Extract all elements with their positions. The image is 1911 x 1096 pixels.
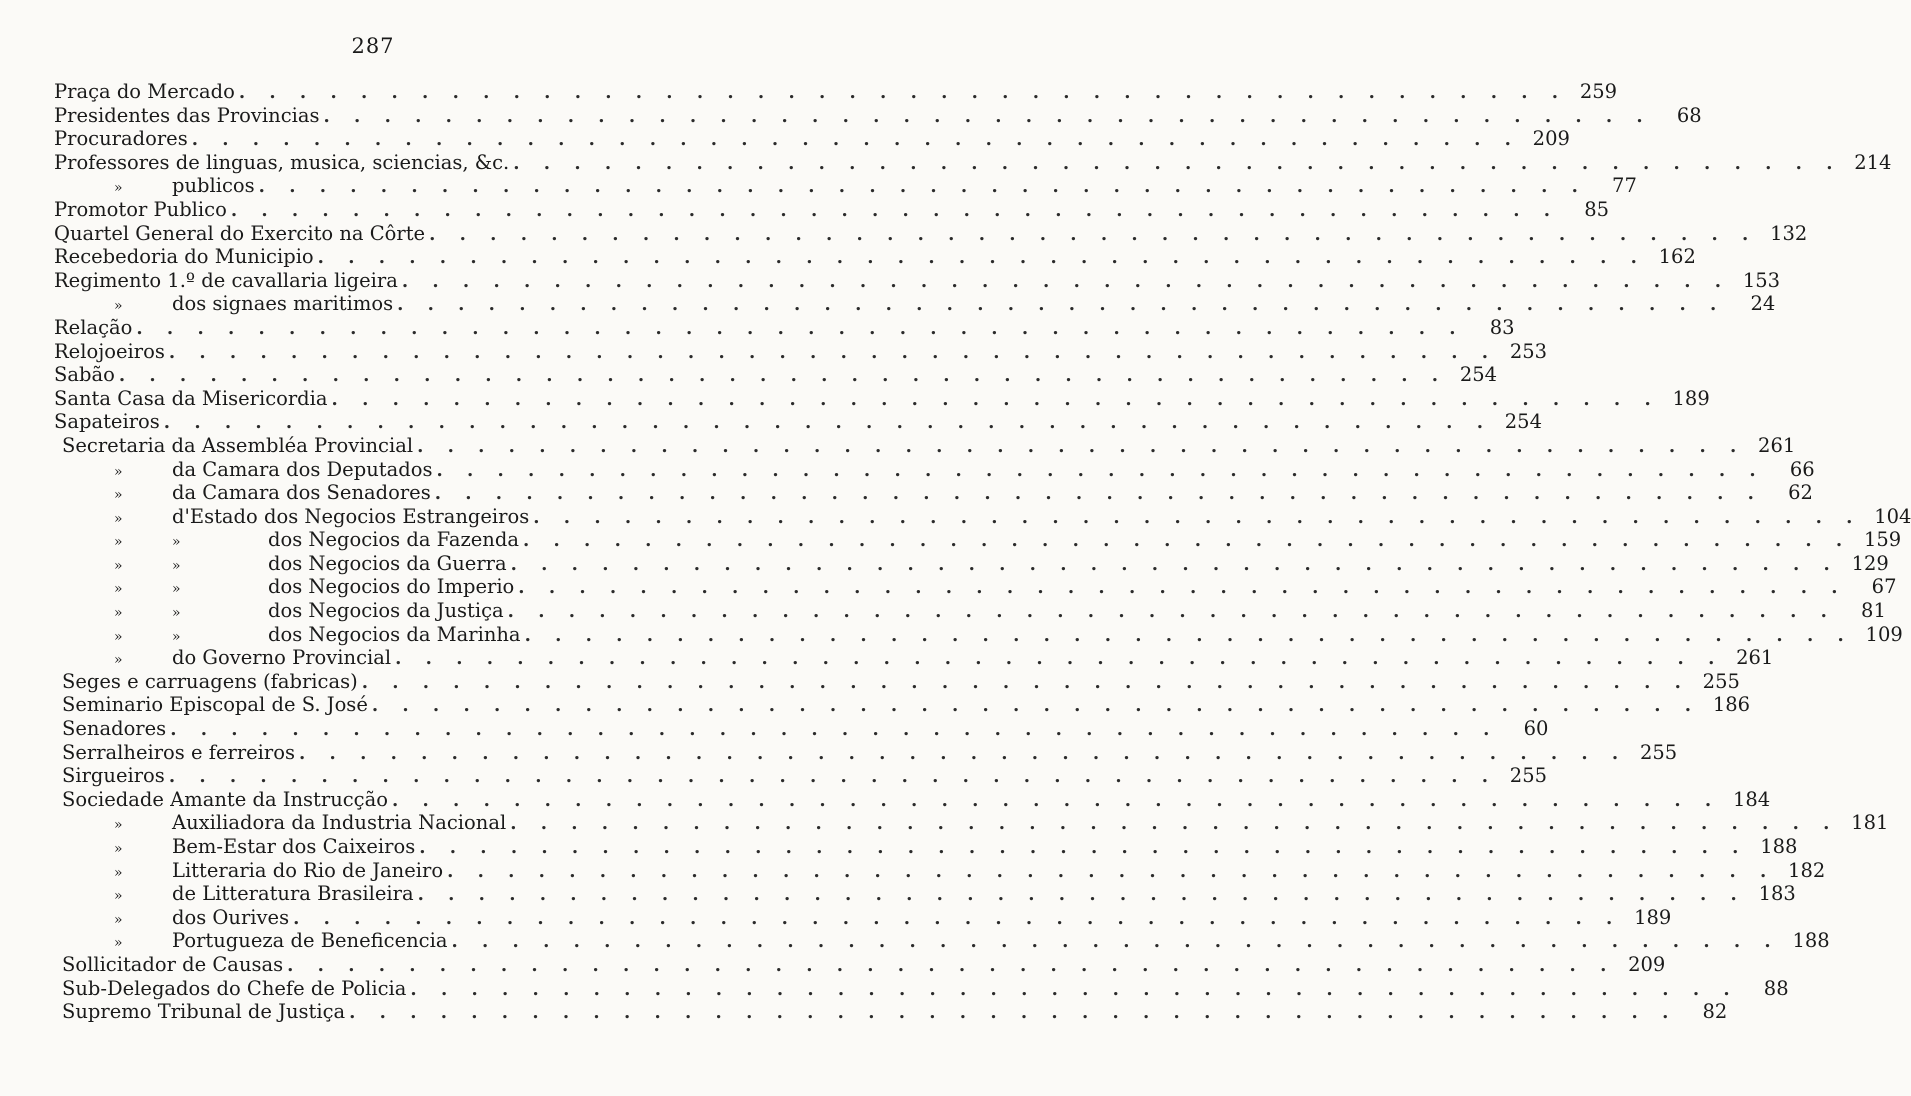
dot-leader: [447, 931, 1783, 952]
entry-page-number: 209: [1532, 127, 1570, 151]
ditto-mark: »: [114, 888, 123, 905]
dot-leader: [320, 106, 1656, 127]
entry-page-number: 189: [1634, 905, 1672, 929]
entry-page-number: 67: [1871, 575, 1897, 599]
ditto-mark: »: [114, 911, 123, 928]
entry-page-number: 214: [1854, 150, 1892, 174]
ditto-mark: »: [114, 605, 123, 622]
entry-label: [114, 174, 255, 197]
entry-text: Bem-Estar dos Caixeiros: [172, 835, 416, 858]
index-entry: [54, 669, 1740, 694]
entry-label: [62, 953, 283, 976]
entry-label: [114, 906, 289, 929]
entry-label: [62, 977, 406, 1000]
index-entry: [54, 929, 1830, 953]
index-entry: [54, 952, 1666, 977]
index-entry: [54, 835, 1798, 859]
entry-text: Portugueza de Beneficencia: [172, 929, 448, 953]
dot-leader: [188, 129, 1524, 150]
ditto-mark: »: [114, 510, 123, 527]
entry-label: [62, 1000, 345, 1023]
entry-text: Promotor Publico: [54, 197, 227, 221]
entry-text: Litteraria do Rio de Janeiro: [172, 858, 444, 882]
dot-leader: [132, 318, 1468, 339]
entry-text: Senadores: [62, 717, 167, 741]
entry-text: da Camara dos Senadores: [172, 481, 431, 505]
index-entry: [54, 811, 1889, 835]
dot-leader: [529, 507, 1865, 528]
entry-page-number: 189: [1672, 386, 1710, 410]
index-entry: [54, 410, 1542, 434]
entry-label: [54, 104, 320, 127]
dot-leader: [166, 719, 1502, 740]
page-number: 287: [351, 34, 395, 58]
dot-leader: [406, 979, 1742, 1000]
index-entry: [54, 693, 1751, 717]
entry-label: [54, 363, 115, 386]
entry-text: Sociedade Amante da Instrucção: [62, 787, 388, 811]
entry-page-number: 254: [1459, 363, 1498, 387]
index-entry: [54, 197, 1610, 222]
entry-label: [114, 575, 514, 598]
entry-page-number: 83: [1489, 315, 1515, 339]
dot-leader: [413, 436, 1749, 457]
entry-label: [62, 741, 295, 764]
dot-leader: [115, 365, 1451, 386]
index-entry: [54, 622, 1903, 647]
entry-page-number: 253: [1509, 339, 1548, 363]
entry-label: [114, 859, 443, 882]
index-entry: [54, 551, 1889, 576]
index-entry: [54, 103, 1702, 128]
entry-label: [114, 599, 504, 622]
entry-text: Santa Casa da Misericordia: [54, 386, 328, 410]
entry-text: Procuradores: [54, 127, 188, 151]
entry-text: Seminario Episcopal de S. José: [62, 693, 368, 717]
entry-text: Relação: [54, 315, 133, 339]
entry-text: Sabão: [54, 363, 115, 387]
dot-leader: [328, 389, 1664, 410]
entry-text: publicos: [172, 174, 255, 198]
index-entry: [54, 481, 1813, 505]
ditto-mark: »: [114, 534, 123, 551]
entry-page-number: 153: [1742, 268, 1781, 292]
entry-text: Sirgueiros: [62, 764, 165, 788]
index-entry: [54, 717, 1549, 741]
index-entry: [54, 363, 1498, 387]
index-entry: [54, 386, 1710, 411]
dot-leader: [358, 672, 1694, 693]
ditto-mark: »: [172, 628, 181, 645]
entry-page-number: 162: [1658, 245, 1696, 269]
entry-label: [54, 151, 509, 174]
entry-text: dos Negocios da Guerra: [268, 551, 507, 575]
dot-leader: [388, 790, 1724, 811]
index-entry: [54, 268, 1781, 293]
entry-page-number: 254: [1504, 410, 1542, 434]
index-entry: [54, 221, 1808, 246]
dot-leader: [415, 837, 1751, 858]
dot-leader: [414, 884, 1750, 905]
dot-leader: [514, 577, 1850, 598]
entry-label: [54, 222, 425, 245]
entry-page-number: 182: [1788, 858, 1826, 882]
ditto-mark: »: [114, 463, 123, 480]
entry-page-number: 209: [1628, 952, 1666, 976]
ditto-mark: »: [172, 581, 181, 598]
dot-leader: [314, 247, 1650, 268]
index-entry: [54, 528, 1902, 552]
dot-leader: [393, 294, 1729, 315]
ditto-mark: »: [114, 935, 123, 952]
entry-page-number: 159: [1863, 528, 1902, 552]
entry-text: dos Ourives: [172, 905, 290, 929]
dot-leader: [507, 554, 1843, 575]
ditto-mark: »: [172, 557, 181, 574]
entry-page-number: 60: [1523, 717, 1549, 741]
index-entry: [54, 740, 1678, 765]
entry-label: [114, 623, 521, 646]
entry-text: dos Negocios da Marinha: [268, 622, 521, 646]
entry-page-number: 109: [1865, 622, 1903, 646]
entry-page-number: 104: [1874, 504, 1911, 528]
entry-text: Sub-Delegados do Chefe de Policia: [62, 976, 407, 1000]
entry-text: Supremo Tribunal de Justiça: [62, 1000, 346, 1024]
ditto-mark: »: [114, 298, 123, 315]
entry-label: [54, 387, 328, 410]
entry-label: [114, 835, 415, 858]
entry-page-number: 184: [1732, 787, 1771, 811]
entry-text: Serralheiros e ferreiros: [62, 740, 295, 764]
entry-text: Sollicitador de Causas: [62, 952, 284, 976]
entry-page-number: 186: [1712, 693, 1751, 717]
ditto-mark: »: [114, 817, 123, 834]
dot-leader: [345, 1002, 1681, 1023]
entry-label: [54, 316, 132, 339]
index-entry: [54, 764, 1548, 788]
entry-label: [114, 552, 507, 575]
index-entry: [54, 150, 1892, 175]
entry-label: [54, 410, 160, 433]
dot-leader: [509, 153, 1845, 174]
dot-leader: [398, 271, 1734, 292]
entry-label: [62, 693, 368, 716]
ditto-mark: »: [114, 652, 123, 669]
index-entry: [54, 504, 1911, 529]
entry-text: Recebedoria do Municipio: [54, 245, 314, 269]
entry-text: Regimento 1.º de cavallaria ligeira: [54, 268, 398, 292]
dot-leader: [165, 766, 1501, 787]
entry-text: Seges e carruagens (fabricas): [62, 669, 358, 693]
entry-text: dos signaes maritimos: [172, 292, 394, 316]
dot-leader: [283, 955, 1619, 976]
dot-leader: [289, 908, 1625, 929]
entry-label: [54, 198, 227, 221]
entry-label: [114, 646, 391, 669]
entry-label: [62, 764, 165, 787]
entry-page-number: 88: [1763, 976, 1789, 1000]
entry-label: [114, 505, 529, 528]
entry-page-number: 188: [1760, 835, 1798, 858]
entry-page-number: 183: [1758, 882, 1796, 906]
entry-label: [62, 434, 413, 457]
dot-leader: [255, 176, 1591, 197]
entry-label: [114, 811, 506, 834]
index-entry: [54, 339, 1548, 364]
entry-text: dos Negocios do Imperio: [268, 575, 515, 599]
entry-text: Secretaria da Assembléa Provincial: [62, 433, 414, 457]
entry-text: dos Negocios da Justiça: [268, 599, 504, 623]
entry-label: [62, 788, 388, 811]
entry-text: Quartel General do Exercito na Côrte: [54, 221, 426, 245]
entry-text: de Litteratura Brasileira: [172, 882, 414, 906]
entry-label: [54, 80, 235, 103]
index-entry: [54, 245, 1696, 269]
entry-label: [114, 528, 519, 551]
entry-page-number: 82: [1702, 1000, 1728, 1024]
entry-page-number: 181: [1851, 811, 1889, 835]
ditto-mark: »: [172, 605, 181, 622]
entry-text: d'Estado dos Negocios Estrangeiros: [172, 504, 530, 528]
entry-text: Professores de linguas, musica, sciencias, &c.: [54, 150, 510, 174]
ditto-mark: »: [114, 487, 123, 504]
index-entry: [54, 787, 1771, 812]
entry-page-number: 68: [1676, 103, 1702, 127]
entry-text: da Camara dos Deputados: [172, 457, 433, 481]
ditto-mark: »: [172, 534, 181, 551]
dot-leader: [425, 224, 1761, 245]
index-entry: [54, 433, 1796, 458]
entry-text: Presidentes das Provincias: [54, 103, 320, 127]
dot-leader: [391, 648, 1727, 669]
entry-label: [114, 929, 447, 952]
ditto-mark: »: [114, 628, 123, 645]
entry-label: [54, 269, 398, 292]
entry-label: [62, 670, 358, 693]
index-entry: [54, 80, 1618, 104]
entry-text: Praça do Mercado: [54, 80, 235, 103]
entry-text: Auxiliadora da Industria Nacional: [172, 811, 507, 835]
dot-leader: [519, 530, 1855, 551]
entry-label: [54, 340, 165, 363]
entry-page-number: 261: [1758, 433, 1796, 457]
dot-leader: [295, 743, 1631, 764]
entry-text: do Governo Provincial: [172, 646, 392, 670]
index-entry: [54, 1000, 1728, 1024]
dot-leader: [506, 813, 1842, 834]
dot-leader: [160, 412, 1496, 433]
entry-text: dos Negocios da Fazenda: [268, 528, 519, 552]
dot-leader: [504, 601, 1840, 622]
index-entry: [54, 457, 1815, 482]
entry-page-number: 77: [1612, 174, 1637, 198]
entry-text: Sapateiros: [54, 410, 160, 434]
entry-text: Relojoeiros: [54, 339, 165, 363]
entry-label: [54, 127, 188, 150]
entry-label: [114, 882, 414, 905]
index-entry: [54, 174, 1637, 198]
dot-leader: [235, 82, 1571, 103]
ditto-mark: »: [114, 864, 123, 881]
dot-leader: [165, 342, 1501, 363]
entry-page-number: 66: [1789, 457, 1815, 481]
index-entry: [54, 858, 1826, 883]
entry-page-number: 81: [1861, 599, 1886, 623]
ditto-mark: »: [114, 557, 123, 574]
entry-page-number: 132: [1770, 221, 1808, 245]
entry-label: [114, 458, 432, 481]
ditto-mark: »: [114, 581, 123, 598]
entry-label: [62, 717, 166, 740]
entry-page-number: 255: [1639, 740, 1678, 764]
entry-page-number: 188: [1792, 929, 1830, 953]
entry-page-number: 129: [1851, 551, 1889, 575]
ditto-mark: »: [114, 841, 123, 857]
dot-leader: [431, 483, 1767, 504]
index-entry: [54, 292, 1776, 316]
dot-leader: [443, 861, 1779, 882]
index-entry: [54, 575, 1897, 599]
index-entry: [54, 646, 1774, 670]
ditto-mark: »: [114, 180, 123, 197]
entry-page-number: 62: [1788, 481, 1813, 505]
entry-page-number: 261: [1736, 646, 1774, 670]
entry-page-number: 259: [1579, 80, 1618, 103]
index-entry: [54, 882, 1796, 906]
entry-label: [114, 292, 393, 315]
entry-page-number: 255: [1509, 764, 1548, 788]
index-entry: [54, 315, 1515, 340]
index-entry: [54, 905, 1672, 930]
entry-page-number: 24: [1750, 292, 1776, 316]
entry-label: [54, 245, 314, 268]
entry-label: [114, 481, 431, 504]
index-entry: [54, 976, 1789, 1001]
dot-leader: [521, 625, 1857, 646]
entry-page-number: 85: [1584, 197, 1610, 221]
index-entry: [54, 599, 1886, 623]
dot-leader: [227, 200, 1563, 221]
dot-leader: [432, 460, 1768, 481]
entry-page-number: 255: [1702, 669, 1740, 693]
index-list: [54, 80, 1911, 1024]
dot-leader: [368, 695, 1704, 716]
index-entry: [54, 127, 1570, 151]
